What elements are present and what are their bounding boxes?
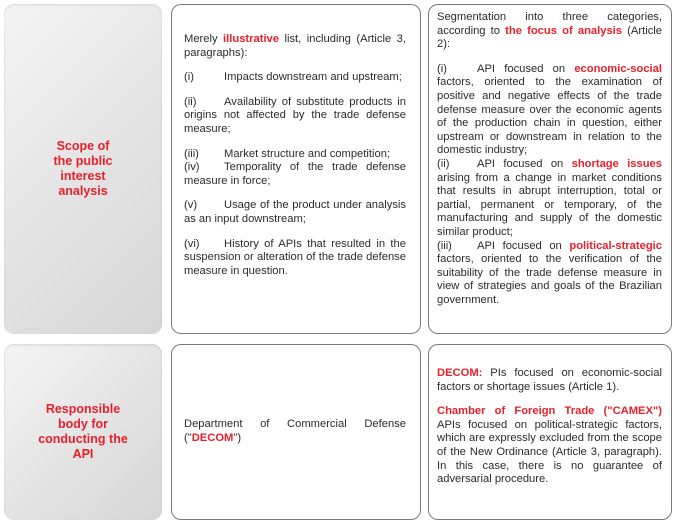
segmentation-item: (i) API focused on economic-social factors, oriented to the examination of positive and negative effects of the trade defense measure over the economic agents of the production chain in question, either upstream or downstream in relation to the domestic industry; [437, 62, 662, 157]
decom-highlight: DECOM [191, 432, 234, 444]
economic-social-highlight: economic-social [574, 62, 662, 75]
camex-label: Chamber of Foreign Trade ("CAMEX") [437, 405, 662, 418]
responsible-label: Responsible body for conducting the API [38, 402, 128, 461]
segmentation-item: (ii) API focused on shortage issues arising from a change in market conditions that results in abrupt interruption, total or partial, permanent or temporary, of the manufacturing and supply of the domestic similar product; [437, 157, 662, 238]
segmentation-intro: Segmentation into three categories, according to the focus of analysis (Article 2): [437, 11, 662, 51]
segmentation-item: (iii) API focused on political-strategic factors, oriented to the verification of the suitability of the trade defense measure in view of strategies and goals of the Brazilian government. [437, 239, 662, 306]
illustrative-highlight: illustrative [223, 33, 280, 45]
scope-item: (i) Impacts downstream and upstream; [184, 71, 402, 84]
political-strategic-highlight: political-strategic [569, 239, 662, 252]
responsible-bodies-card [428, 344, 672, 520]
segmentation-card [428, 4, 672, 334]
scope-examples-intro: Merely illustrative list, including (Article 3, paragraphs): [184, 33, 406, 59]
decom-label: DECOM: [437, 367, 483, 379]
scope-item: (ii) Availability of substitute products in origins not affected by the trade defense measure; [184, 95, 406, 135]
scope-item: (iii) Market structure and competition; [184, 147, 391, 160]
camex-paragraph: Chamber of Foreign Trade ("CAMEX") APIs focused on political-strategic factors, which are expressly excluded from the scope of the New Ordinance (Article 3, paragraph). In this case, there is no guarantee of adversarial procedure. [437, 405, 662, 486]
department-text: Department of Commercial Defense ("DECOM") [184, 418, 406, 444]
decom-paragraph: DECOM: PIs focused on economic-social factors or shortage issues (Article 1). [437, 367, 662, 393]
scope-item: (v) Usage of the product under analysis as an input downstream; [184, 199, 406, 225]
scope-label-box [4, 4, 162, 334]
responsible-label-box [4, 344, 162, 520]
focus-highlight: the focus of analysis [505, 24, 623, 37]
scope-examples-card [171, 4, 421, 334]
scope-label: Scope of the public interest analysis [53, 139, 113, 198]
scope-item: (iv) Temporality of the trade defense measure in force; [184, 161, 406, 187]
scope-item: (vi) History of APIs that resulted in the suspension or alteration of the trade defense measure in question. [184, 237, 406, 277]
department-card [171, 344, 421, 520]
shortage-highlight: shortage issues [571, 157, 662, 170]
